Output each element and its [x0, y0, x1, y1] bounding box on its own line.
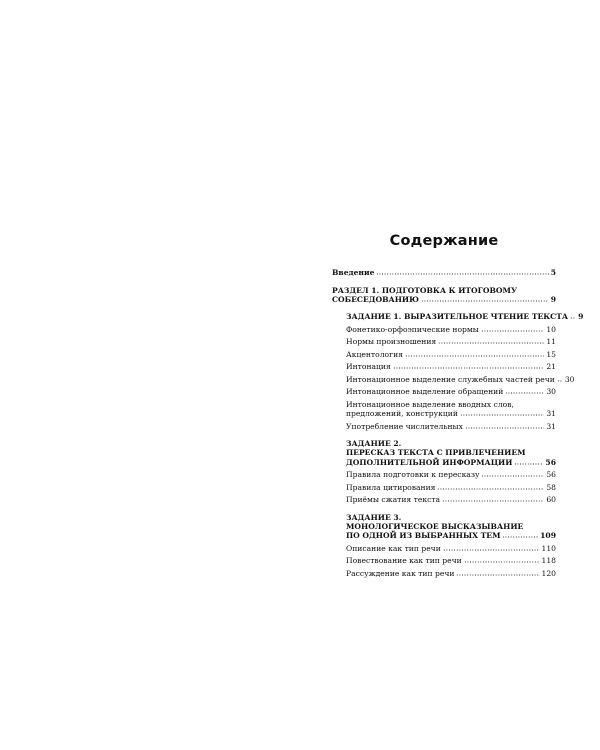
toc-entry-label: Акцентология: [346, 349, 403, 359]
toc-entry-line: МОНОЛОГИЧЕСКОЕ ВЫСКАЗЫВАНИЕ: [346, 522, 524, 531]
toc-entry-label: Рассуждение как тип речи: [346, 568, 455, 578]
toc-entry[interactable]: [346, 362, 556, 372]
toc-entry[interactable]: [346, 483, 556, 493]
dot-leader: [464, 561, 540, 563]
toc-entry[interactable]: [346, 312, 584, 322]
dot-leader: [393, 367, 545, 369]
toc-title: Содержание: [389, 233, 499, 249]
toc-entry-label: Введение: [332, 268, 375, 277]
toc-entry-page: 30: [546, 387, 556, 397]
dot-leader: [438, 342, 544, 344]
dot-leader: [460, 414, 544, 416]
toc-entry-label: Нормы произношения: [346, 337, 437, 347]
toc-entry-page: 9: [550, 294, 556, 304]
toc-entry-label: Интонация: [346, 362, 391, 372]
toc-entry-label: СОБЕСЕДОВАНИЮ: [332, 294, 419, 304]
toc-entry-page: 10: [546, 324, 556, 334]
toc-entry-page: 21: [546, 362, 556, 372]
dot-leader: [481, 330, 545, 332]
dot-leader: [502, 536, 538, 538]
dot-leader: [465, 427, 544, 429]
toc-entry[interactable]: [346, 544, 556, 554]
toc-entry-page: 30: [564, 374, 575, 384]
toc-entry[interactable]: [346, 374, 575, 385]
toc-entry-page: 31: [546, 421, 556, 431]
toc-entry-line: Интонационное выделение вводных слов,: [346, 399, 514, 409]
dot-leader: [514, 463, 543, 465]
toc-entry[interactable]: [346, 387, 556, 397]
toc-entry-label: Описание как тип речи: [346, 543, 441, 553]
toc-entry-label: ДОПОЛНИТЕЛЬНОЙ ИНФОРМАЦИИ: [346, 457, 513, 467]
toc-entry-line: ЗАДАНИЕ 2.: [346, 439, 402, 449]
toc-entry[interactable]: [346, 409, 556, 419]
toc-entry-line: ПЕРЕСКАЗ ТЕКСТА С ПРИВЛЕЧЕНИЕМ: [346, 448, 526, 458]
toc-entry-label: Правила цитирования: [346, 482, 436, 492]
toc-entry[interactable]: [332, 295, 556, 305]
toc-entry-page: 56: [545, 457, 556, 467]
dot-leader: [481, 475, 544, 477]
toc-entry-label: предложений, конструкций: [346, 409, 458, 419]
toc-entry-page: 118: [541, 556, 556, 566]
toc-entry-page: 5: [550, 268, 556, 277]
dot-leader: [442, 500, 544, 502]
toc-entry-line: ЗАДАНИЕ 3.: [346, 512, 402, 522]
toc-entry-label: Повествование как тип речи: [346, 556, 462, 566]
toc-entry-page: 60: [546, 495, 556, 505]
toc-entry[interactable]: [346, 556, 556, 566]
toc-entry-label: Правила подготовки к пересказу: [346, 470, 480, 480]
dot-leader: [376, 273, 548, 275]
toc-entry-label: Фонетико-орфоэпические нормы: [346, 324, 479, 334]
toc-entry-page: 15: [546, 349, 556, 359]
dot-leader: [443, 549, 540, 551]
dot-leader: [405, 355, 544, 357]
toc-entry[interactable]: [346, 458, 556, 468]
toc-entry-page: 109: [540, 531, 556, 541]
toc-entry[interactable]: [346, 470, 556, 480]
toc-entry[interactable]: [346, 531, 556, 541]
toc-entry[interactable]: [332, 268, 556, 278]
toc-entry[interactable]: [346, 350, 556, 360]
toc-entry-page: 9: [578, 312, 584, 322]
toc-entry[interactable]: [346, 422, 556, 432]
toc-entry-label: ПО ОДНОЙ ИЗ ВЫБРАННЫХ ТЕМ: [346, 531, 501, 541]
toc-entry-page: 110: [541, 543, 556, 553]
dot-leader: [437, 488, 544, 490]
toc-entry-label: ЗАДАНИЕ 1. ВЫРАЗИТЕЛЬНОЕ ЧТЕНИЕ ТЕКСТА: [346, 312, 569, 322]
toc-entry-line: РАЗДЕЛ 1. ПОДГОТОВКА К ИТОГОВОМУ: [332, 285, 518, 295]
dot-leader: [570, 317, 576, 319]
toc-entry-page: 11: [546, 337, 556, 347]
toc-entry-page: 31: [546, 409, 556, 419]
dot-leader: [557, 380, 563, 382]
toc-entry-page: 58: [546, 482, 556, 492]
dot-leader: [421, 300, 549, 302]
dot-leader: [505, 392, 544, 394]
toc-entry-label: Приёмы сжатия текста: [346, 495, 441, 505]
dot-leader: [456, 574, 539, 576]
toc-entry[interactable]: [346, 569, 556, 579]
toc-entry-page: 120: [541, 568, 556, 578]
toc-entry[interactable]: [346, 337, 556, 347]
toc-entry-label: Интонационное выделение служебных частей речи: [346, 374, 555, 384]
toc-entry-label: Интонационное выделение обращений: [346, 387, 504, 397]
toc-entry[interactable]: [346, 325, 556, 335]
toc-entry-page: 56: [546, 470, 556, 480]
toc-entry-label: Употребление числительных: [346, 421, 463, 431]
toc-entry[interactable]: [346, 495, 556, 505]
